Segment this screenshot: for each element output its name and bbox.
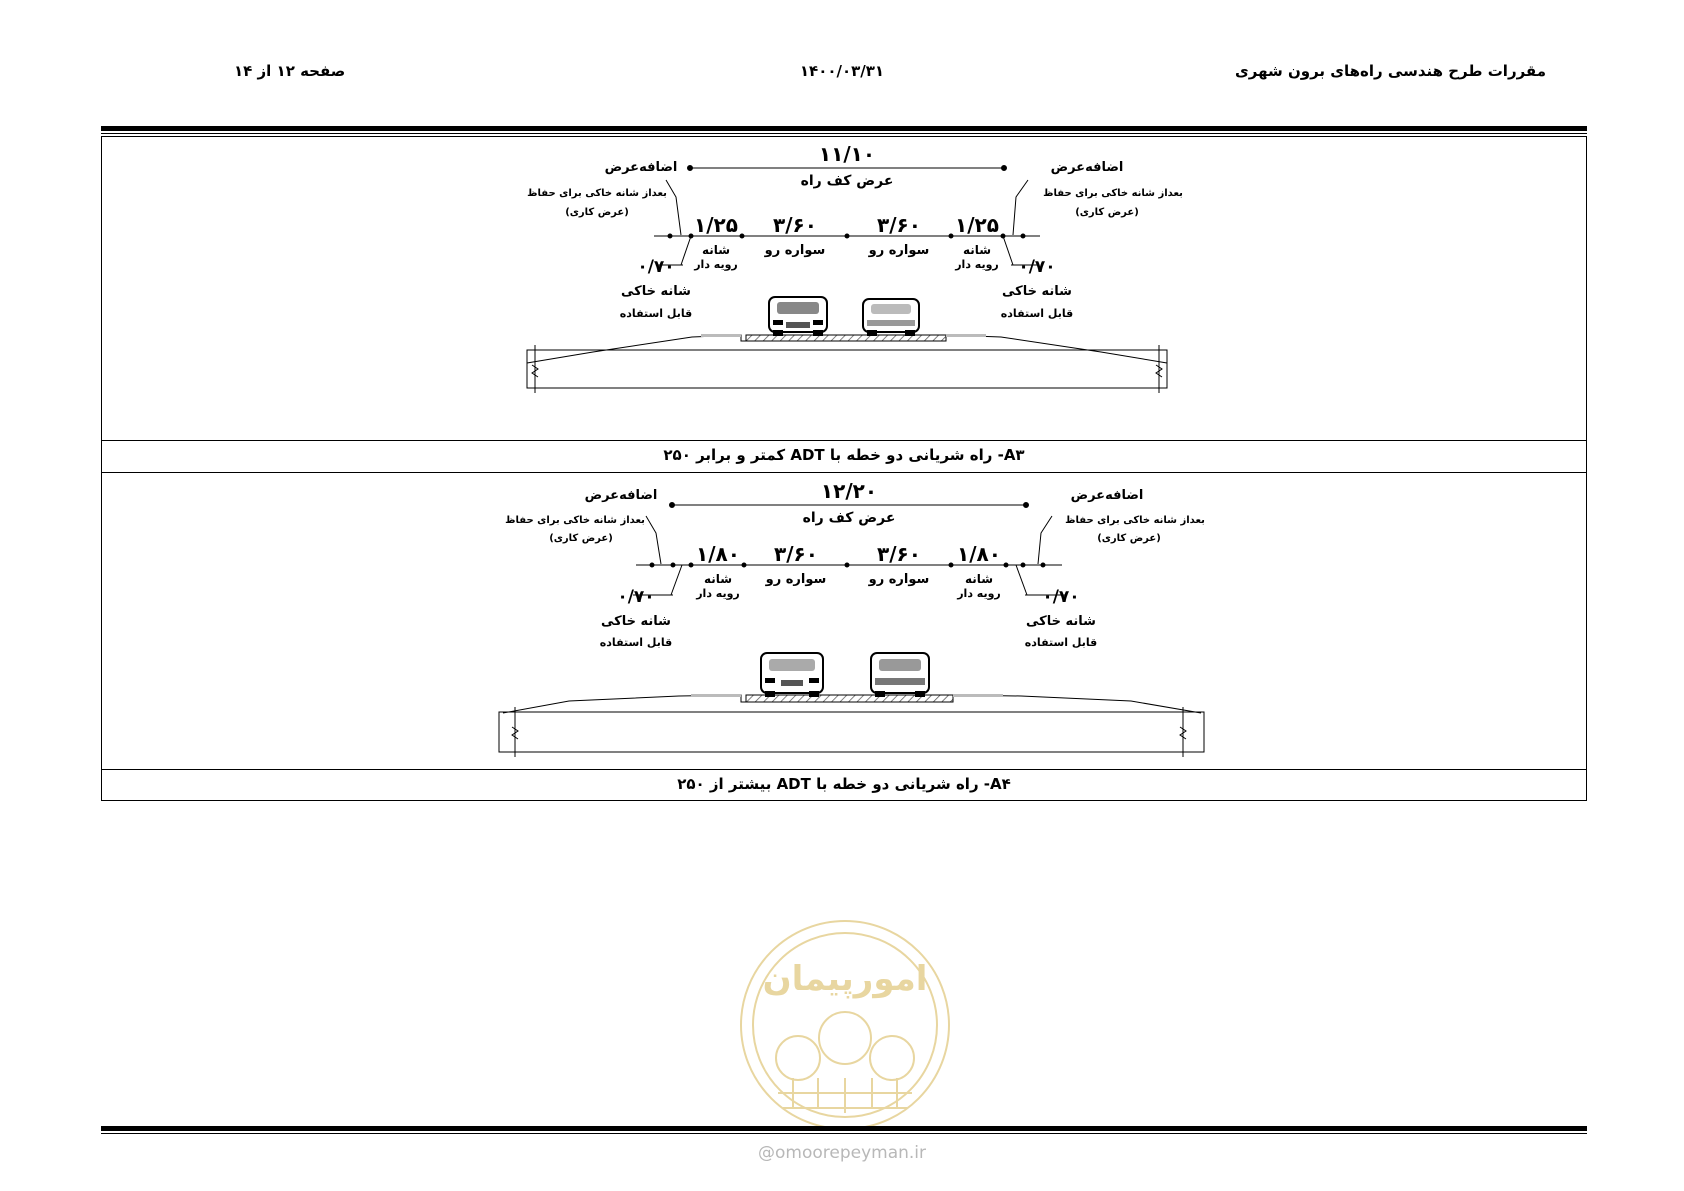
caption-divider-top-a3 [101, 440, 1587, 441]
watermark-seal-text: امورپیمان [762, 959, 928, 999]
caption-divider-a4 [101, 769, 1587, 770]
document-title: مقررات طرح هندسی راه‌های برون شهری [1235, 62, 1546, 80]
lane-width-right: ۳/۶۰ [877, 213, 921, 237]
paved-shoulder-label-left: شانه [701, 243, 731, 257]
extra-width-sub-right: (عرض کاری) [1075, 207, 1139, 218]
footer-rule-thin [101, 1133, 1587, 1134]
earth-shoulder-label-left: شانه خاکی [601, 614, 671, 629]
earth-width-right: ۰/۷۰ [1042, 587, 1080, 607]
car-front-icon [761, 653, 823, 697]
extra-width-label-right: اضافه‌عرض [1050, 160, 1124, 175]
car-rear-icon [863, 299, 919, 336]
earth-shoulder-label-right: شانه خاکی [1002, 284, 1072, 299]
earth-shoulder-label-left: شانه خاکی [621, 284, 691, 299]
car-front-icon [769, 297, 827, 336]
extra-width-note-right: بعداز شانه خاکی برای حفاظ [1043, 188, 1183, 199]
extra-width-note-left: بعداز شانه خاکی برای حفاظ [505, 515, 645, 526]
shoulder-width-right: ۱/۲۵ [955, 213, 999, 237]
earth-shoulder-sub-right: قابل استفاده [1000, 307, 1074, 320]
shoulder-width-left: ۱/۸۰ [696, 542, 740, 566]
earth-shoulder-sub-left: قابل استفاده [599, 636, 673, 649]
total-width-label: عرض کف راه [802, 510, 896, 526]
figure-caption-a3: A۳- راه شریانی دو خطه با ADT کمتر و برابر ۲۵۰ [663, 446, 1025, 464]
figure-caption-a4: A۴- راه شریانی دو خطه با ADT بیشتر از ۲۵۰ [677, 775, 1011, 793]
shoulder-width-right: ۱/۸۰ [957, 542, 1001, 566]
header-rule-thick [101, 126, 1587, 131]
cross-section-a3 [101, 137, 1587, 440]
cross-section-a4 [101, 473, 1587, 769]
extra-width-sub-right: (عرض کاری) [1097, 533, 1161, 544]
earth-shoulder-sub-left: قابل استفاده [619, 307, 693, 320]
extra-width-label-left: اضافه‌عرض [604, 160, 678, 175]
paved-shoulder-sub-left: رویه دار [694, 258, 738, 271]
paved-shoulder-label-right: شانه [964, 572, 994, 586]
earth-width-left: ۰/۷۰ [617, 587, 655, 607]
paved-shoulder-label-right: شانه [962, 243, 992, 257]
page-number: صفحه ۱۲ از ۱۴ [234, 62, 346, 80]
paved-shoulder-sub-left: رویه دار [696, 587, 740, 600]
lane-label-left: سواره رو [764, 243, 826, 258]
paved-shoulder-sub-right: رویه دار [955, 258, 999, 271]
footer-rule-thick [101, 1126, 1587, 1131]
total-width-value: ۱۲/۲۰ [820, 479, 878, 503]
shoulder-width-left: ۱/۲۵ [694, 213, 738, 237]
car-rear-icon [871, 653, 929, 697]
lane-width-left: ۳/۶۰ [774, 542, 818, 566]
extra-width-sub-left: (عرض کاری) [549, 533, 613, 544]
extra-width-sub-left: (عرض کاری) [565, 207, 629, 218]
watermark-site: @omoorepeyman.ir [757, 1143, 927, 1163]
extra-width-note-right: بعداز شانه خاکی برای حفاظ [1065, 515, 1205, 526]
watermark-seal [738, 918, 952, 1132]
extra-width-label-left: اضافه‌عرض [584, 488, 658, 503]
extra-width-note-left: بعداز شانه خاکی برای حفاظ [527, 188, 667, 199]
earth-shoulder-sub-right: قابل استفاده [1024, 636, 1098, 649]
paved-shoulder-sub-right: رویه دار [957, 587, 1001, 600]
extra-width-label-right: اضافه‌عرض [1070, 488, 1144, 503]
lane-width-right: ۳/۶۰ [877, 542, 921, 566]
header-rule-thin [101, 133, 1587, 134]
earth-width-right: ۰/۷۰ [1018, 257, 1056, 277]
document-date: ۱۴۰۰/۰۳/۳۱ [799, 62, 885, 80]
lane-width-left: ۳/۶۰ [773, 213, 817, 237]
paved-shoulder-label-left: شانه [703, 572, 733, 586]
earth-width-left: ۰/۷۰ [637, 257, 675, 277]
lane-label-right: سواره رو [868, 243, 930, 258]
total-width-label: عرض کف راه [800, 173, 894, 189]
total-width-value: ۱۱/۱۰ [818, 142, 876, 166]
lane-label-left: سواره رو [765, 572, 827, 587]
lane-label-right: سواره رو [868, 572, 930, 587]
earth-shoulder-label-right: شانه خاکی [1026, 614, 1096, 629]
